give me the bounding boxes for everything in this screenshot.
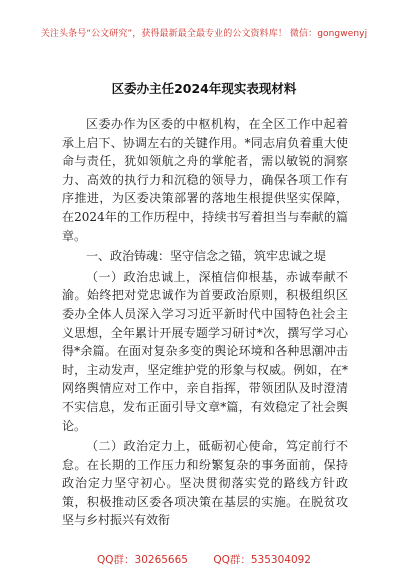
promo-banner: 关注头条号“公文研究”，获得最新最全最专业的公文资料库！ 微信：gongwenyj [40,29,368,39]
qq-group-1: QQ群：30265665 [97,554,188,566]
document-title: 区委办主任2024年现实表现材料 [111,81,297,96]
footer-contact [0,552,408,567]
document-body [62,115,348,530]
qq-group-2: QQ群：535304092 [213,554,311,566]
section-1-heading: 一、政治铸魂：坚守信念之锚，筑牢忠诚之堤 [86,249,327,264]
section-1-1-paragraph: （一）政治忠诚上，深植信仰根基，赤诚奉献不渝。始终把对党忠诚作为首要政治原则，积极组织区委办全体人员深入学习习近平新时代中国特色社会主义思想，全年累计开展专题学习研讨*次，撰写学习心得*余篇。在面对复杂多变的舆论环境和各种思潮冲击时，主动发声，坚定维护党的形象与权威。例如，在*网络舆情应对工作中，亲自指挥，带领团队及时澄清不实信息，发布正面引导文章*篇，有效稳定了社会舆论。 [62,269,348,433]
section-1-2-paragraph: （二）政治定力上，砥砺初心使命，笃定前行不怠。在长期的工作压力和纷繁复杂的事务面前，保持政治定力坚守初心。坚决贯彻落实党的路线方针政策，积极推动区委各项决策在基层的实施。在脱贫攻坚与乡村振兴有效衔 [62,439,348,528]
intro-paragraph: 区委办作为区委的中枢机构，在全区工作中起着承上启下、协调左右的关键作用。*同志肩负着重大使命与责任，犹如领航之舟的掌舵者，需以敏锐的洞察力、高效的执行力和沉稳的领导力，确保各项工作有序推进，为区委决策部署的落地生根提供坚实保障，在2024年的工作历程中，持续书写着担当与奉献的篇章。 [62,117,348,243]
